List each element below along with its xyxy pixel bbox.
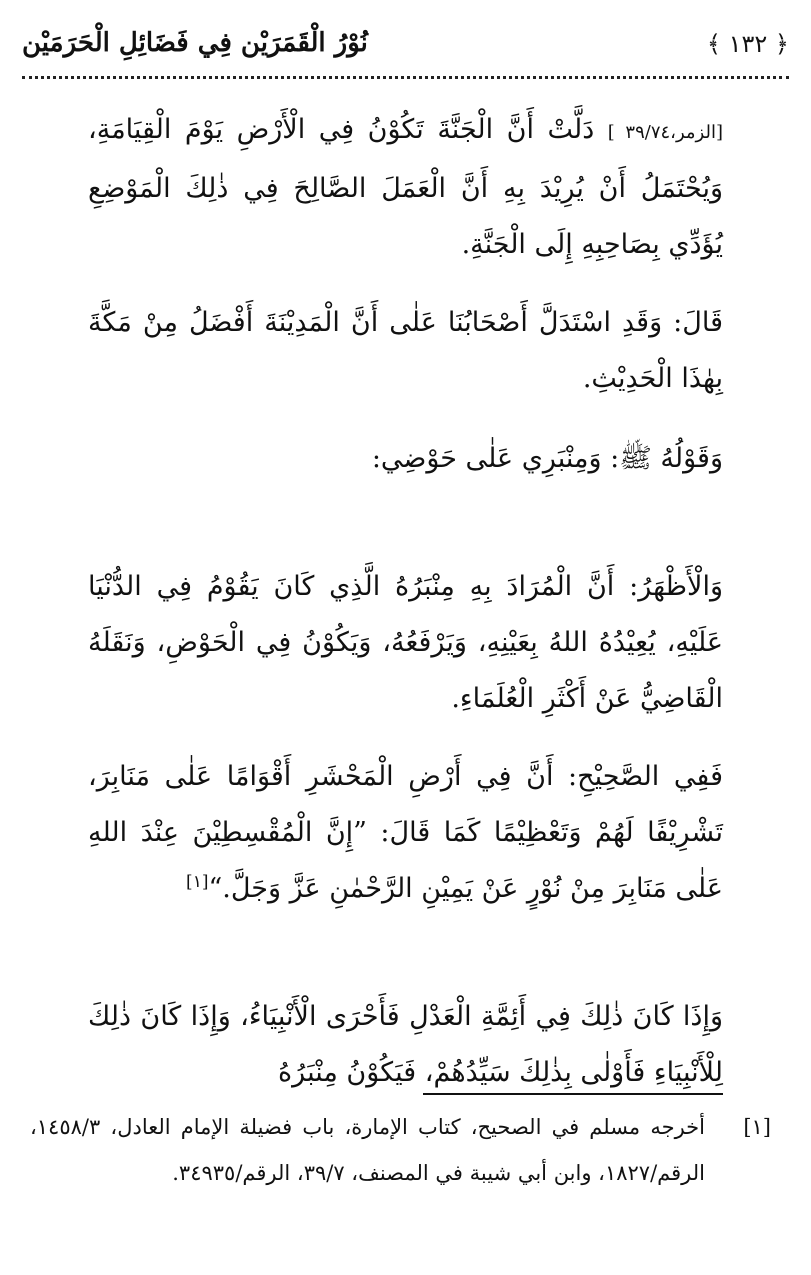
paragraph-1 — [88, 102, 723, 273]
page-header — [22, 24, 789, 72]
paragraph-1-text: دَلَّتْ أَنَّ الْجَنَّةَ تَكُوْنُ فِي الْأَرْضِ يَوْمَ الْقِيَامَةِ، وَيُحْتَمَلُ أَنْ يُرِيْدَ بِهِ أَنَّ الْعَمَلَ الصَّالِحَ فِي ذٰلِكَ الْمَوْضِعِ يُؤَدِّي بِصَاحِبِهِ إِلَى الْجَنَّةِ. — [88, 114, 723, 260]
footnote-mark: [١] — [743, 1115, 771, 1139]
quran-citation: [الزمر،٣٩/٧٤ ] — [607, 122, 723, 143]
paragraph-4: وَالْأَظْهَرُ: أَنَّ الْمُرَادَ بِهِ مِنْبَرُهُ الَّذِي كَانَ يَقُوْمُ فِي الدُّنْيَا عَلَيْهِ، يُعِيْدُهُ اللهُ بِعَيْنِهِ، وَيَرْفَعُهُ، وَيَكُوْنُ فِي الْحَوْضِ، وَنَقَلَهُ الْقَاضِيُّ عَنْ أَكْثَرِ الْعُلَمَاءِ. — [88, 571, 723, 714]
header-divider — [22, 76, 789, 79]
footnote-divider — [423, 1093, 723, 1095]
paragraph-5-text: فَفِي الصَّحِيْحِ: أَنَّ فِي أَرْضِ الْمَحْشَرِ أَقْوَامًا عَلٰى مَنَابِرَ، تَشْرِيْفًا لَهُمْ وَتَعْظِيْمًا كَمَا قَالَ: ”إِنَّ الْمُقْسِطِيْنَ عِنْدَ اللهِ عَلٰى مَنَابِرَ مِنْ نُوْرٍ عَنْ يَمِيْنِ الرَّحْمٰنِ عَزَّ وَجَلَّ.“ — [88, 761, 723, 904]
footnote-text: أخرجه مسلم في الصحيح، كتاب الإمارة، باب فضيلة الإمام العادل، ١٤٥٨/٣، الرقم/١٨٢٧، وابن أبي شيبة في المصنف، ٣٩/٧، الرقم/٣٤٩٣٥. — [30, 1115, 705, 1185]
running-title: نُوْرُ الْقَمَرَيْن فِي فَضَائِلِ الْحَرَمَيْن — [22, 28, 368, 58]
footnote-reference[interactable]: [١] — [186, 872, 209, 892]
page-number: ﴿ ١٣٢ ﴾ — [706, 30, 789, 58]
footnote — [30, 1104, 771, 1196]
paragraph-3: وَقَوْلُهُ ﷺ: وَمِنْبَرِي عَلٰى حَوْضِي: — [371, 443, 723, 474]
main-text — [88, 102, 723, 1101]
paragraph-5 — [88, 749, 723, 917]
paragraph-6: وَإِذَا كَانَ ذٰلِكَ فِي أَئِمَّةِ الْعَدْلِ فَأَحْرَى الْأَنْبِيَاءُ، وَإِذَا كَانَ ذٰلِكَ لِلْأَنْبِيَاءِ فَأَوْلٰى بِذٰلِكَ سَيِّدُهُمْ، فَيَكُوْنُ مِنْبَرُهُ — [88, 1001, 723, 1088]
paragraph-2: قَالَ: وَقَدِ اسْتَدَلَّ أَصْحَابُنَا عَلٰى أَنَّ الْمَدِيْنَةَ أَفْضَلُ مِنْ مَكَّةَ بِهٰذَا الْحَدِيْثِ. — [88, 307, 723, 394]
